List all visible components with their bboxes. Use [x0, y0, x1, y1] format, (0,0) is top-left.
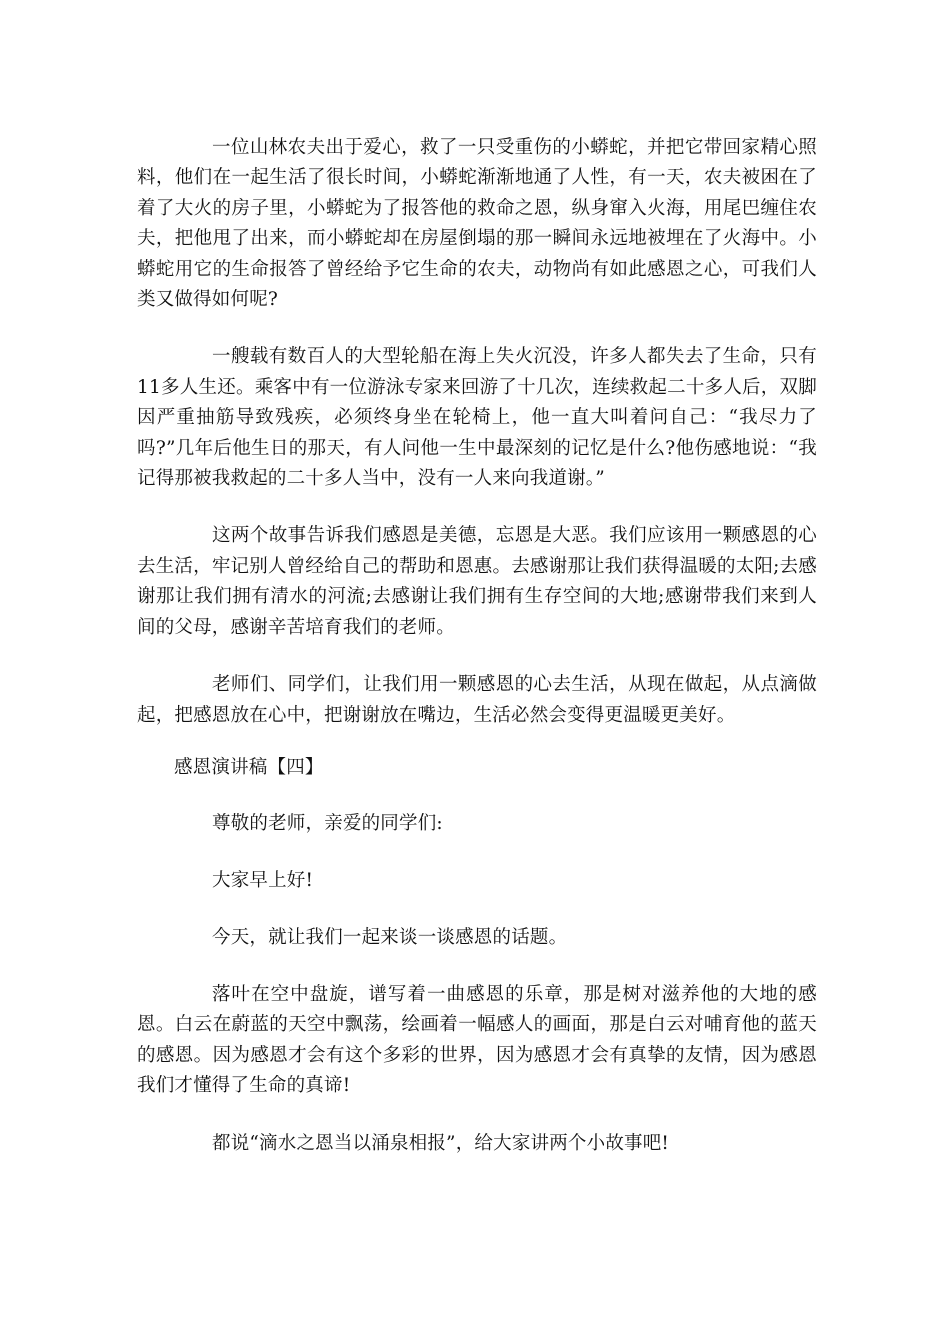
closing-line: 都说“滴水之恩当以涌泉相报”，给大家讲两个小故事吧! [212, 1132, 670, 1154]
section-heading: 感恩演讲稿【四】 [174, 756, 324, 778]
paragraph-python-story: 一位山林农夫出于爱心，救了一只受重伤的小蟒蛇，并把它带回家精心照料，他们在一起生活了很长时间，小蟒蛇渐渐地通了人性，有一天，农夫被困在了着了大火的房子里，小蟒蛇为了报答他的救命之恩，纵身窜入火海，用尾巴缠住农夫，把他甩了出来，而小蟒蛇却在房屋倒塌的那一瞬间永远地被埋在了火海中。小蟒蛇用它的生命报答了曾经给予它生命的农夫，动物尚有如此感恩之心，可我们人类又做得如何呢? [137, 137, 817, 311]
greeting-line: 尊敬的老师，亲爱的同学们: [212, 812, 443, 834]
paragraph-call-to-action: 老师们、同学们，让我们用一颗感恩的心去生活，从现在做起，从点滴做起，把感恩放在心中，把谢谢放在嘴边，生活必然会变得更温暖更美好。 [137, 674, 817, 726]
intro-line: 今天，就让我们一起来谈一谈感恩的话题。 [212, 926, 568, 948]
paragraph-leaves-clouds: 落叶在空中盘旋，谱写着一曲感恩的乐章，那是树对滋养他的大地的感恩。白云在蔚蓝的天空中飘荡，绘画着一幅感人的画面，那是白云对哺育他的蓝天的感恩。因为感恩才会有这个多彩的世界，因为感恩才会有真挚的友情，因为感恩我们才懂得了生命的真谛! [137, 983, 817, 1097]
salutation-line: 大家早上好! [212, 869, 314, 891]
paragraph-gratitude-virtue: 这两个故事告诉我们感恩是美德，忘恩是大恶。我们应该用一颗感恩的心去生活，牢记别人曾经给自己的帮助和恩惠。去感谢那让我们获得温暖的太阳;去感谢那让我们拥有清水的河流;去感谢让我们拥有生存空间的大地;感谢带我们来到人间的父母，感谢辛苦培育我们的老师。 [137, 525, 817, 638]
document-body [137, 133, 817, 1186]
paragraph-ship-story: 一艘载有数百人的大型轮船在海上失火沉没，许多人都失去了生命，只有11多人生还。乘客中有一位游泳专家来回游了十几次，连续救起二十多人后，双脚因严重抽筋导致残疾，必须终身坐在轮椅上，他一直大叫着问自己：“我尽力了吗?”几年后他生日的那天，有人问他一生中最深刻的记忆是什么?他伤感地说：“我记得那被我救起的二十多人当中，没有一人来向我道谢。” [137, 346, 817, 490]
